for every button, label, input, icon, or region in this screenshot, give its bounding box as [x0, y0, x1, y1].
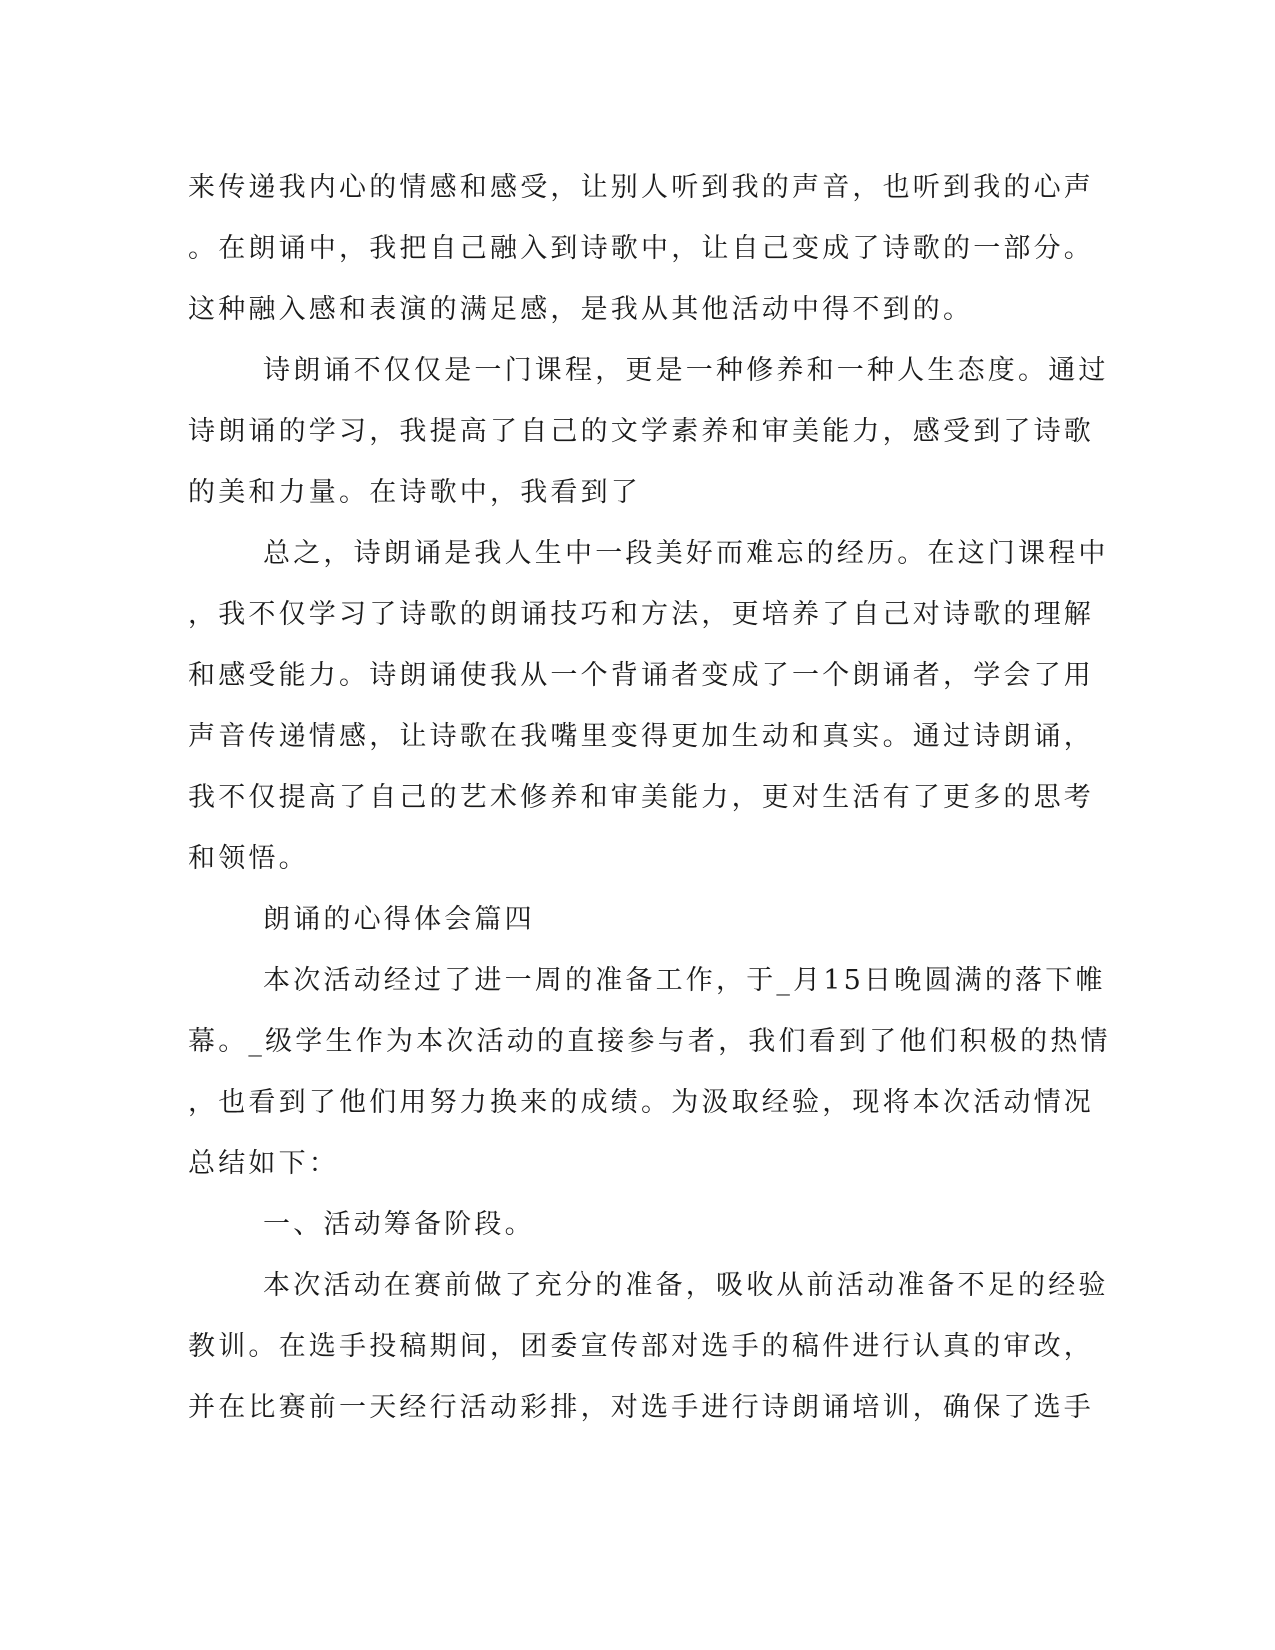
- text-line-5: 诗朗诵的学习，我提高了自己的文学素养和审美能力，感受到了诗歌: [188, 416, 1094, 447]
- subsection-heading: 一、活动筹备阶段。: [263, 1209, 535, 1240]
- text-line-3: 这种融入感和表演的满足感，是我从其他活动中得不到的。: [188, 294, 974, 325]
- text-line-9: 和感受能力。诗朗诵使我从一个背诵者变成了一个朗诵者，学会了用: [188, 660, 1094, 691]
- text-line-14: 本次活动经过了进一周的准备工作，于_月15日晚圆满的落下帷: [263, 965, 1106, 996]
- text-line-21: 并在比赛前一天经行活动彩排，对选手进行诗朗诵培训，确保了选手: [188, 1392, 1094, 1423]
- text-line-17: 总结如下：: [188, 1148, 339, 1179]
- text-line-8: ，我不仅学习了诗歌的朗诵技巧和方法，更培养了自己对诗歌的理解: [188, 599, 1094, 630]
- text-line-20: 教训。在选手投稿期间，团委宣传部对选手的稿件进行认真的审改，: [188, 1331, 1094, 1362]
- text-line-19: 本次活动在赛前做了充分的准备，吸收从前活动准备不足的经验: [263, 1270, 1109, 1301]
- section-heading: 朗诵的心得体会篇四: [263, 904, 535, 935]
- text-line-1: 来传递我内心的情感和感受，让别人听到我的声音，也听到我的心声: [188, 172, 1094, 203]
- text-line-12: 和领悟。: [188, 843, 309, 874]
- text-line-4: 诗朗诵不仅仅是一门课程，更是一种修养和一种人生态度。通过: [263, 355, 1109, 386]
- text-line-10: 声音传递情感，让诗歌在我嘴里变得更加生动和真实。通过诗朗诵，: [188, 721, 1094, 752]
- text-line-2: 。在朗诵中，我把自己融入到诗歌中，让自己变成了诗歌的一部分。: [188, 233, 1094, 264]
- text-line-16: ，也看到了他们用努力换来的成绩。为汲取经验，现将本次活动情况: [188, 1087, 1094, 1118]
- text-line-7: 总之，诗朗诵是我人生中一段美好而难忘的经历。在这门课程中: [263, 538, 1109, 569]
- text-line-15: 幕。_级学生作为本次活动的直接参与者，我们看到了他们积极的热情: [188, 1026, 1111, 1057]
- text-line-6: 的美和力量。在诗歌中，我看到了: [188, 477, 641, 508]
- text-line-11: 我不仅提高了自己的艺术修养和审美能力，更对生活有了更多的思考: [188, 782, 1094, 813]
